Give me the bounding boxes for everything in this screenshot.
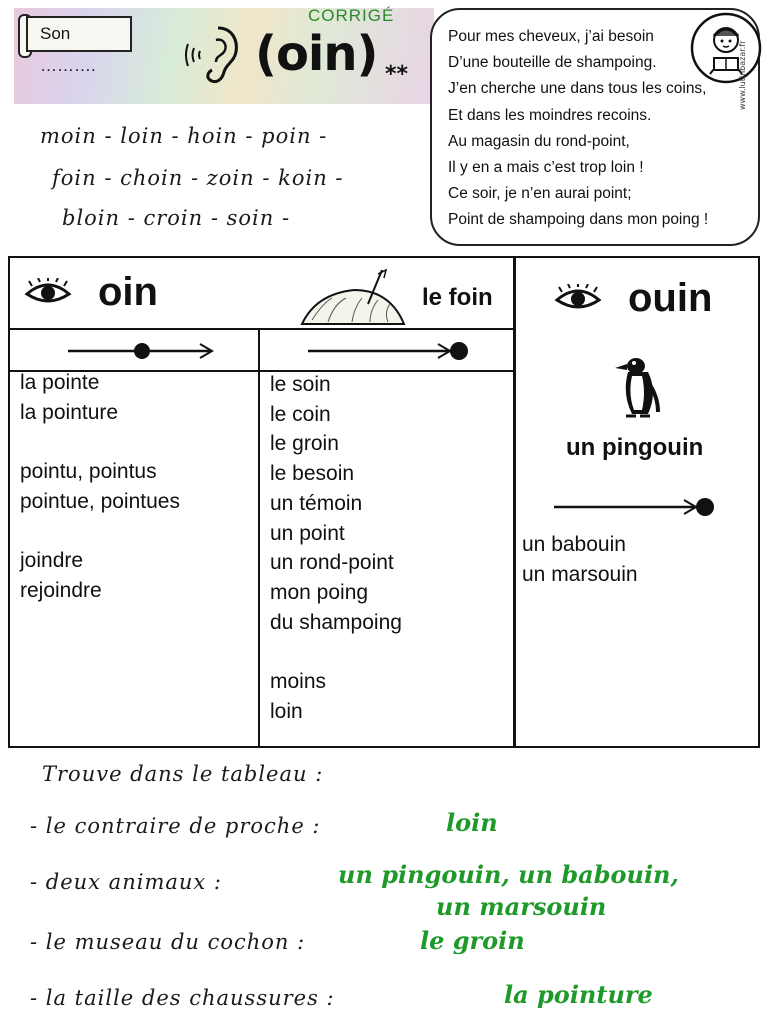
poem-line: Il y en a mais c’est trop loin ! [448,159,644,177]
list-item [270,637,402,667]
penguin-icon [610,352,662,422]
list-item: la pointe [20,371,100,394]
question-text: - le museau du cochon : [30,930,306,954]
position-arrow-middle [66,340,216,362]
list-item [20,517,180,547]
poem-line: Point de shampoing dans mon poing ! [448,211,709,229]
poem-line: Et dans les moindres recoins. [448,106,652,124]
site-credit: www.lutinbazar.fr [738,40,747,110]
list-item: la pointure [20,400,119,424]
position-arrow-end [552,496,718,518]
list-item: pointu, pointus [20,460,157,484]
ear-sound-icon [184,22,242,88]
word-list-ouin [522,530,638,589]
row-divider [10,328,513,330]
eye-icon [24,278,72,308]
header-oin: oin [98,270,158,314]
poem-line: J’en cherche une dans tous les coins, [448,80,707,98]
list-item: du shampoing [270,610,402,634]
poem-line: Pour mes cheveux, j’ai besoin [448,28,654,45]
handwritten-line: foin - choin - zoin - koin - [52,166,344,190]
answer-text-continued: un marsouin [436,892,607,921]
list-item: un rond-point [270,551,394,575]
answer-text: loin [446,808,498,837]
corrige-mark: CORRIGÉ [308,6,395,25]
example-un-pingouin: un pingouin [566,434,704,461]
example-le-foin: le foin [422,284,493,311]
list-item: moins [270,670,327,694]
list-item: joindre [20,549,84,573]
list-item [20,427,180,457]
difficulty-stars: ** [385,62,409,87]
page-title: (oin) [255,26,378,82]
list-item: mon poing [270,580,369,604]
list-item: le besoin [270,462,355,486]
eye-icon [554,284,602,314]
poem-line: Au magasin du rond-point, [448,132,630,150]
list-item: un marsouin [522,562,638,586]
list-item: le groin [270,432,339,456]
word-list-middle [20,368,180,606]
son-label: Son ………. [26,16,132,52]
list-item: pointue, pointues [20,489,180,513]
haystack-icon [298,268,408,328]
list-item: loin [270,699,303,723]
poem-line: Ce soir, je n’en aurai point; [448,185,632,203]
list-item: un point [270,521,345,545]
handwritten-line: bloin - croin - soin - [62,206,291,230]
list-item: un témoin [270,491,363,515]
word-list-end [270,370,402,726]
list-item: le coin [270,402,331,426]
list-item: un babouin [522,533,626,556]
column-divider [258,330,260,746]
answer-text: la pointure [504,980,653,1009]
answer-text: un pingouin, un babouin, [338,860,679,889]
question-text: - la taille des chaussures : [30,986,335,1010]
list-item: rejoindre [20,578,102,602]
column-divider [513,258,516,746]
questions-intro: Trouve dans le tableau : [42,762,324,786]
handwritten-line: moin - loin - hoin - poin - [40,124,328,148]
position-arrow-end [306,340,472,362]
header-ouin: ouin [628,276,713,320]
poem-line: D’une bouteille de shampoing. [448,54,657,72]
reading-boy-icon [690,12,762,84]
list-item: le soin [270,373,331,396]
question-text: - le contraire de proche : [30,814,321,838]
question-text: - deux animaux : [30,870,222,894]
answer-text: le groin [420,926,525,955]
